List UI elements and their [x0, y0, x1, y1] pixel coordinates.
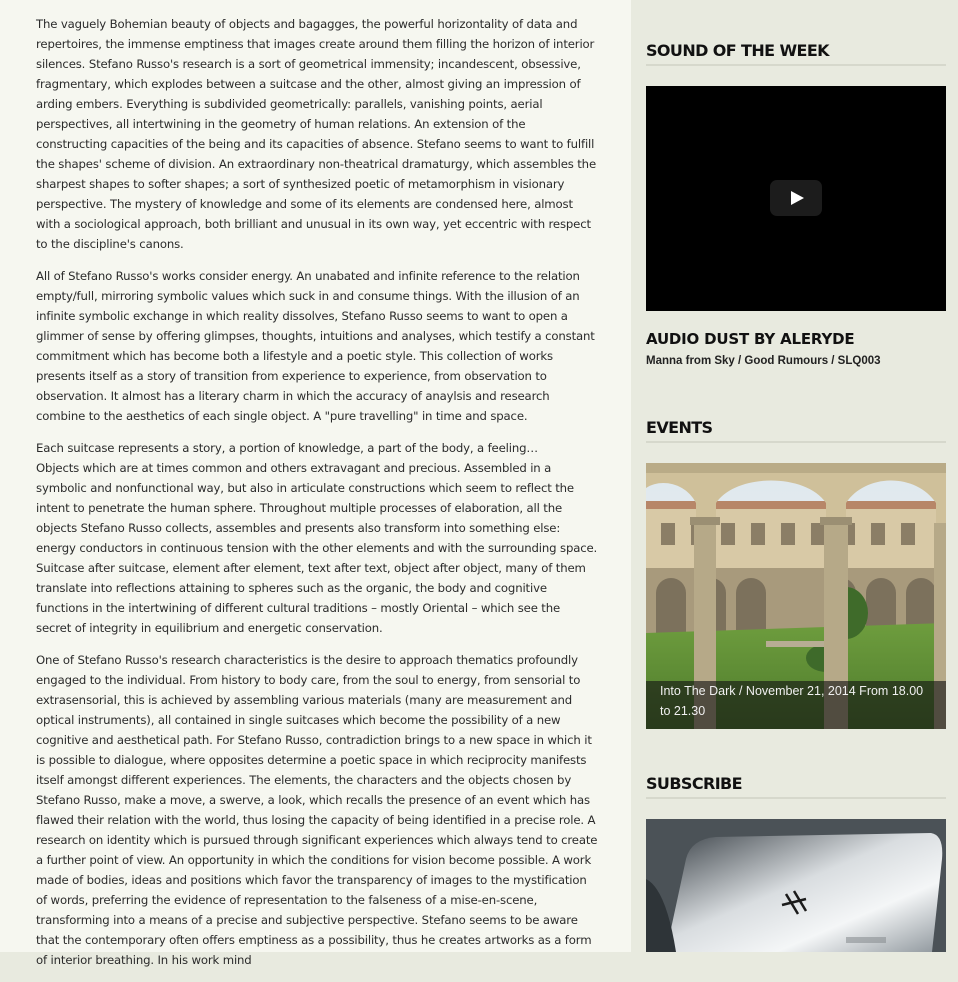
- event-caption[interactable]: [646, 681, 946, 729]
- article-paragraph-2: All of Stefano Russo's works consider energy. An unabated and infinite reference to the relation empty/full, mirroring symbolic values which suck in and consume things. With the illusion of an infinite symbolic exchange in which reality dissolves, Stefano Russo seems to want to open a glimmer of sense by offering glimpses, thoughts, intuitions and analyses, which testify a constant commitment which has become both a lifestyle and a poetic style. This collection of works presents itself as a story of transition from experience to experience, from observation to observation. It almost has a literary charm in which the accuracy of anaylsis and research combine to the aesthetics of each single object. A "pure travelling" in time and space.: [36, 269, 595, 423]
- subscribe-card-photo: [646, 819, 946, 952]
- event-caption-text[interactable]: Into The Dark / November 21, 2014 From 18.00 to 21.30: [660, 684, 924, 718]
- audio-title[interactable]: AUDIO DUST BY ALERYDE: [646, 330, 855, 348]
- subscribe-heading: SUBSCRIBE: [646, 774, 742, 793]
- article-paragraph-4: One of Stefano Russo's research characteristics is the desire to approach thematics profoundly engaged to the individual. From history to body care, from the soul to energy, from sensorial to extrasensorial, this is achieved by assembling various materials (many are measurement and optical instruments), all contained in single suitcases which become the possibility of a new cognitive and aesthetical path. For Stefano Russo, contradiction brings to a new space in which it is possible to dialogue, where opposites determine a poetic space in which reciprocity manifests itself amongst different experiences. The elements, the characters and the objects chosen by Stefano Russo, make a move, a swerve, a look, which recalls the presence of an event which has flawed their relation with the world, thus losing the capacity of being identified in a precise role. A research on identity which is pursued through significant experiences which always tend to create a further point of view. An opportunity in which the conditions for vision become possible. A work made of bodies, ideas and positions which favor the transparency of images to the mystification of words, preferring the evidence of representation to the falseness of a mise-en-scene, transforming into a means of a precise and subjective perspective. Stefano seems to be aware that the contemporary often offers emptiness as a possibility, thus he creates artworks as a form of interior breathing. In his work mind: [36, 653, 598, 967]
- sound-heading-divider: [646, 64, 946, 66]
- article-paragraph-3: Each suitcase represents a story, a portion of knowledge, a part of the body, a feeling… Objects which are at times common and others extravagant and precious. Assembled in a symbolic and nonfunctional way, but also in articulate constructions which seem to reflect the intent to penetrate the human sphere. Throughout multiple processes of elaboration, all the objects Stefano Russo collects, assembles and presents also transform into something else: energy conductors in continuous tension with the other elements and with the surrounding space. Suitcase after suitcase, element after element, text after text, object after object, many of them translate into reflections attaining to spheres such as the organic, the body and cognitive functions in the intertwining of different cultural traditions – mostly Oriental – which see the secret of integrity in equilibrium and energetic conservation.: [36, 441, 598, 635]
- article-paragraph-1: The vaguely Bohemian beauty of objects and bagagges, the powerful horizontality of data and repertoires, the immense emptiness that images create around them filling the horizon of interior silences. Stefano Russo's research is a sort of geometrical immensity; incandescent, obsessive, fragmentary, which explodes between a suitcase and the other, almost giving an impression of arding embers. Everything is subdivided geometrically: parallels, vanishing points, aerial perspectives, all intertwining in the geometry of human relations. An extension of the constructing capacities of the being and its capacities of absence. Stefano seems to want to fulfill the shapes' scheme of division. An extraordinary non-theatrical dramaturgy, which assembles the sharpest shapes to softer shapes; a sort of synthesized poetic of metamorphism in visionary perspective. The mystery of knowledge and some of its elements are condensed here, almost with a sociological approach, both brilliant and unusual in its own way, yet eccentric with respect to the discipline's canons.: [36, 17, 596, 251]
- audio-subtitle: Manna from Sky / Good Rumours / SLQ003: [646, 355, 881, 367]
- article-body: [36, 14, 598, 982]
- events-heading: EVENTS: [646, 418, 713, 437]
- events-heading-divider: [646, 441, 946, 443]
- video-player[interactable]: [646, 86, 946, 311]
- play-button[interactable]: [770, 180, 822, 216]
- sound-of-the-week-heading: SOUND OF THE WEEK: [646, 41, 829, 60]
- event-card[interactable]: [646, 463, 946, 729]
- subscribe-heading-divider: [646, 797, 946, 799]
- subscribe-image[interactable]: [646, 819, 946, 952]
